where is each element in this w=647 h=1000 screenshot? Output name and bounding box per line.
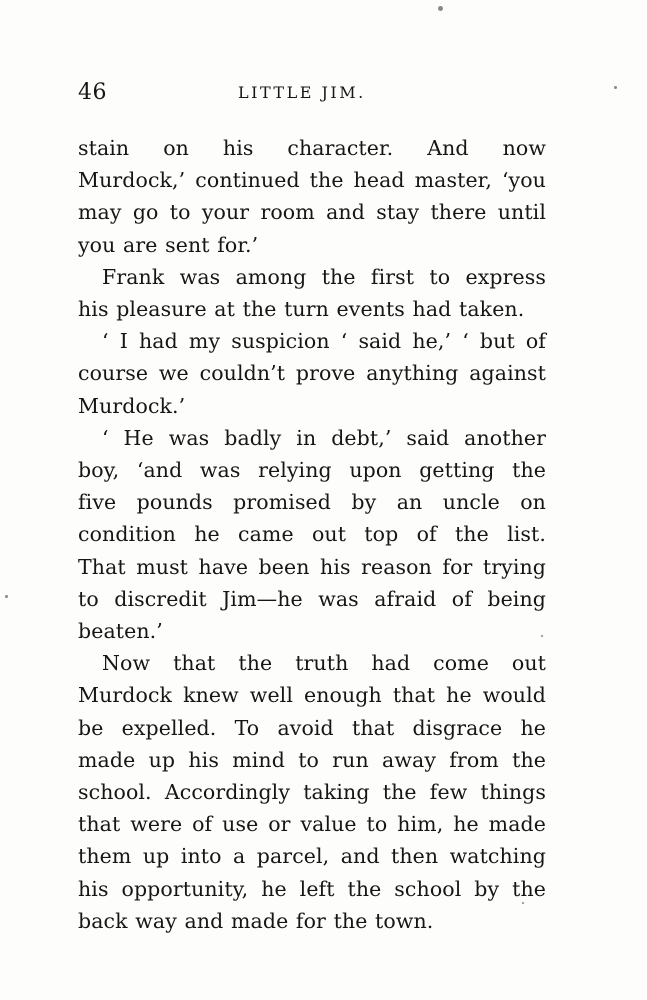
text-line: made up his mind to run away from the: [78, 747, 546, 772]
text-line: ‘ I had my suspicion ‘ said he,’ ‘ but of: [102, 329, 546, 354]
text-line: Frank was among the first to express: [102, 264, 546, 289]
text-line: you are sent for.’: [78, 232, 259, 257]
page-header: [78, 80, 548, 110]
paragraph: [78, 422, 546, 647]
paper-speck: [438, 6, 443, 11]
paragraph: [78, 132, 546, 261]
text-line: ‘ He was badly in debt,’ said another: [102, 425, 546, 450]
text-line: to discredit Jim—he was afraid of being: [78, 586, 546, 611]
paragraph: [78, 325, 546, 422]
text-line: stain on his character. And now: [78, 136, 546, 160]
text-line: be expelled. To avoid that disgrace he: [78, 715, 546, 740]
paragraph: [78, 261, 546, 325]
text-line: his opportunity, he left the school by the: [78, 876, 546, 901]
text-line: boy, ‘and was relying upon getting the: [78, 458, 546, 483]
text-line: back way and made for the town.: [78, 908, 434, 933]
text-line: Murdock.’: [78, 393, 186, 418]
paper-speck: [614, 86, 617, 89]
text-line: beaten.’: [78, 619, 163, 644]
text-line: five pounds promised by an uncle on: [78, 490, 546, 515]
text-line: Murdock,’ continued the head master, ‘you: [78, 168, 546, 193]
text-line: that were of use or value to him, he made: [78, 812, 546, 837]
text-line: may go to your room and stay there until: [78, 200, 546, 225]
paragraph: [78, 647, 546, 937]
text-line: Murdock knew well enough that he would: [78, 683, 546, 708]
text-line: his pleasure at the turn events had taken.: [78, 297, 525, 322]
text-line: Now that the truth had come out: [102, 651, 546, 676]
paper-speck: [541, 635, 543, 637]
paper-speck: [522, 902, 524, 904]
text-line: them up into a parcel, and then watching: [78, 844, 546, 869]
text-line: That must have been his reason for trying: [78, 554, 546, 579]
page-number: 46: [78, 80, 107, 105]
text-line: condition he came out top of the list.: [78, 522, 546, 547]
running-head: LITTLE JIM.: [238, 83, 366, 102]
text-line: course we couldn’t prove anything against: [78, 361, 546, 386]
text-line: school. Accordingly taking the few things: [78, 780, 546, 805]
paper-speck: [5, 595, 8, 598]
body-text: [78, 132, 546, 937]
